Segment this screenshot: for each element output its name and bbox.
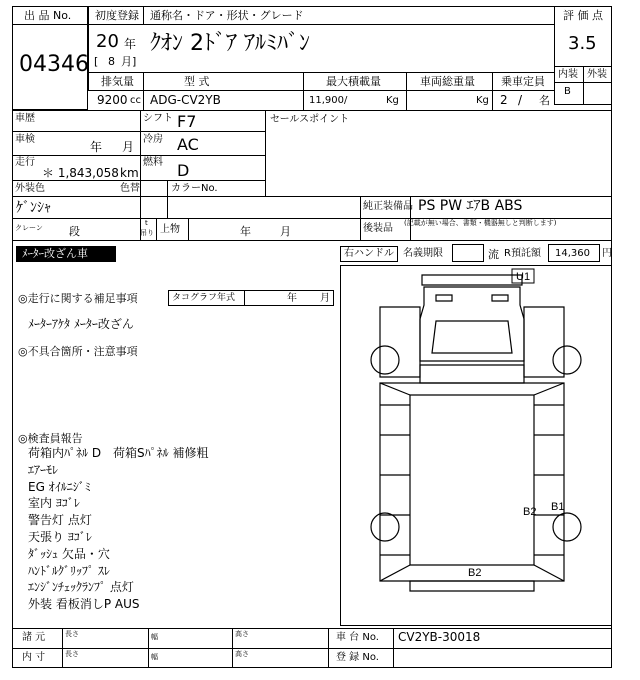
history-label: 車歴 xyxy=(15,113,35,124)
inspector-line: 警告灯 点灯 xyxy=(28,513,92,528)
mileage-value: ＊ 1,843,058 xyxy=(42,166,119,180)
inspector-line: 荷箱内ﾊﾟﾈﾙ D 荷箱Sﾊﾟﾈﾙ 補修粗 xyxy=(28,446,209,460)
right-hand-label: 右ハンドル xyxy=(344,248,394,259)
crane-stage-unit: 段 xyxy=(69,225,80,238)
mileage-unit: km xyxy=(120,166,139,180)
shift-value: F7 xyxy=(177,112,197,131)
max-load-slash: / xyxy=(344,95,348,106)
capacity-unit: 名 xyxy=(539,94,550,107)
r-amount: 14,360 xyxy=(555,248,590,259)
reg-label: 登 録 No. xyxy=(336,652,379,663)
driving-notes-heading: ◎走行に関する補足事項 xyxy=(18,292,138,305)
displacement-unit: cc xyxy=(130,95,141,106)
interior-grade-label: 内装 xyxy=(558,69,578,80)
first-reg-year: 20 xyxy=(96,31,119,52)
inspection-label: 車検 xyxy=(15,134,35,145)
inspector-line: 外装 看板消しP AUS xyxy=(28,597,140,612)
ac-value: AC xyxy=(177,135,199,154)
upper-label: 上物 xyxy=(160,224,180,235)
dims-length-label: 長さ xyxy=(65,630,79,638)
cab-front xyxy=(420,365,524,383)
truck-diagram xyxy=(340,265,612,626)
meter-tampered-badge: ﾒｰﾀｰ改ざん車 xyxy=(16,246,116,262)
name-change-label: 名義期限 xyxy=(403,248,443,259)
tacho-label: タコグラフ年式 xyxy=(172,293,236,303)
inspector-line: ﾀﾞｯｼｭ 欠品・穴 xyxy=(28,546,110,561)
capacity-value: 2 xyxy=(500,93,508,107)
first-reg-month: 8 xyxy=(108,55,115,68)
wheel-rear-left xyxy=(371,513,399,541)
cab-side-left xyxy=(380,307,420,377)
model-code: ADG-CV2YB xyxy=(150,93,221,107)
defects-heading: ◎不具合箇所・注意事項 xyxy=(18,345,138,358)
upper-month-unit: 月 xyxy=(280,225,291,238)
year-unit: 年 xyxy=(124,37,137,51)
wheel-front-left xyxy=(371,346,399,374)
dims-width-label: 幅 xyxy=(151,633,158,641)
displacement-value: 9200 xyxy=(97,93,128,107)
fuel-label: 燃料 xyxy=(143,157,163,168)
r-unit: 円 xyxy=(602,248,612,259)
dims-height-label: 高さ xyxy=(235,630,249,638)
first-reg-label: 初度登録 xyxy=(95,9,139,22)
chassis-label: 車 台 No. xyxy=(336,632,379,643)
damage-mark-b2-rear: B2 xyxy=(468,567,482,579)
lot-label: 出 品 No. xyxy=(24,9,72,22)
inspection-month-unit: 月 xyxy=(122,140,135,154)
inspector-line: 天張り ﾖｺﾞﾚ xyxy=(28,530,92,544)
equipment-label: 純正装備品 xyxy=(363,201,413,212)
cab-roof xyxy=(422,275,522,285)
tacho-year-unit: 年 xyxy=(287,293,297,304)
name-change-box xyxy=(452,244,484,262)
mirror-left xyxy=(436,295,452,301)
driving-note: ﾒｰﾀｰｱｹﾀ ﾒｰﾀｰ改ざん xyxy=(28,317,134,331)
model-grade-label: 通称名・ドア・形状・グレード xyxy=(150,9,304,22)
mileage-label: 走行 xyxy=(15,157,35,168)
interior-grade: B xyxy=(564,86,571,97)
inspector-line: EG ｵｲﾙﾆｼﾞﾐ xyxy=(28,479,91,494)
interior-width-label: 幅 xyxy=(151,653,158,661)
capacity-label: 乗車定員 xyxy=(501,75,545,88)
color-no-label: カラーNo. xyxy=(171,183,218,194)
wheel-front-right xyxy=(553,346,581,374)
interior-height-label: 高さ xyxy=(235,650,249,658)
gross-weight-unit: Kg xyxy=(476,95,489,106)
max-load-unit: Kg xyxy=(386,95,399,106)
aftermarket-label: 後装品 xyxy=(363,223,393,234)
lot-number: 04346 xyxy=(19,52,89,77)
damage-mark-b1: B1 xyxy=(551,501,565,513)
ext-color-value: ｹﾞﾝｼｬ xyxy=(16,200,51,216)
aftermarket-note: (記載が無い場合、書類・機器無しと判断します) xyxy=(404,219,557,227)
shift-label: シフト xyxy=(143,113,173,124)
type-label: 型 式 xyxy=(184,75,210,88)
damage-mark-b2-side: B2 xyxy=(523,506,537,518)
interior-length-label: 長さ xyxy=(65,650,79,658)
inspector-line: ｴｱｰﾓﾚ xyxy=(28,462,59,477)
chassis-number: CV2YB-30018 xyxy=(398,630,481,644)
rear-door xyxy=(410,581,534,591)
sales-point-label: セールスポイント xyxy=(270,114,350,125)
max-load-value: 11,900 xyxy=(309,95,344,106)
damage-mark-u1: U1 xyxy=(516,271,531,283)
ryu-label: 流 xyxy=(488,248,499,261)
r-display-label: R預託額 xyxy=(504,248,541,259)
ext-color-label: 外装色 xyxy=(15,183,45,194)
inspector-line: ｴﾝｼﾞﾝﾁｪｯｸﾗﾝﾌﾟ 点灯 xyxy=(28,580,134,595)
score-value: 3.5 xyxy=(568,33,597,54)
inspector-line: ﾊﾝﾄﾞﾙｸﾞﾘｯﾌﾟ ｽﾚ xyxy=(28,563,110,578)
tacho-month-unit: 月 xyxy=(320,293,330,304)
cargo-box xyxy=(380,383,564,581)
upper-year-unit: 年 xyxy=(240,225,251,238)
windshield xyxy=(432,321,512,353)
dims-label: 諸 元 xyxy=(22,632,46,643)
inspector-line: 室内 ﾖｺﾞﾚ xyxy=(28,496,80,511)
mirror-right xyxy=(492,295,508,301)
month-open: [ xyxy=(94,55,99,68)
wheel-rear-right xyxy=(553,513,581,541)
max-load-label: 最大積載量 xyxy=(326,75,381,88)
capacity-slash: / xyxy=(518,93,523,107)
interior-dims-label: 内 寸 xyxy=(22,652,46,663)
score-label: 評 価 点 xyxy=(563,9,603,22)
gross-weight-label: 車両総重量 xyxy=(420,75,475,88)
inspector-heading: ◎検査員報告 xyxy=(18,432,83,445)
displacement-label: 排気量 xyxy=(101,75,134,88)
equipment-value: PS PW ｴｱB ABS xyxy=(418,198,523,214)
model-name: ｸｵﾝ 2ﾄﾞｱ ｱﾙﾐﾊﾞﾝ xyxy=(150,31,310,56)
crane-label: クレーン xyxy=(15,224,43,232)
fuel-value: D xyxy=(177,161,190,180)
ac-label: 冷房 xyxy=(143,134,163,145)
cargo-floor xyxy=(410,395,537,565)
exterior-grade-label: 外装 xyxy=(587,69,607,80)
inspection-year-unit: 年 xyxy=(90,140,103,154)
month-unit: 月] xyxy=(121,55,137,68)
crane-ton-bottom: 吊り xyxy=(140,229,154,237)
cab-side-right xyxy=(524,307,564,377)
color-code-label: 色替 xyxy=(120,183,140,194)
crane-ton-top: t xyxy=(145,219,148,227)
